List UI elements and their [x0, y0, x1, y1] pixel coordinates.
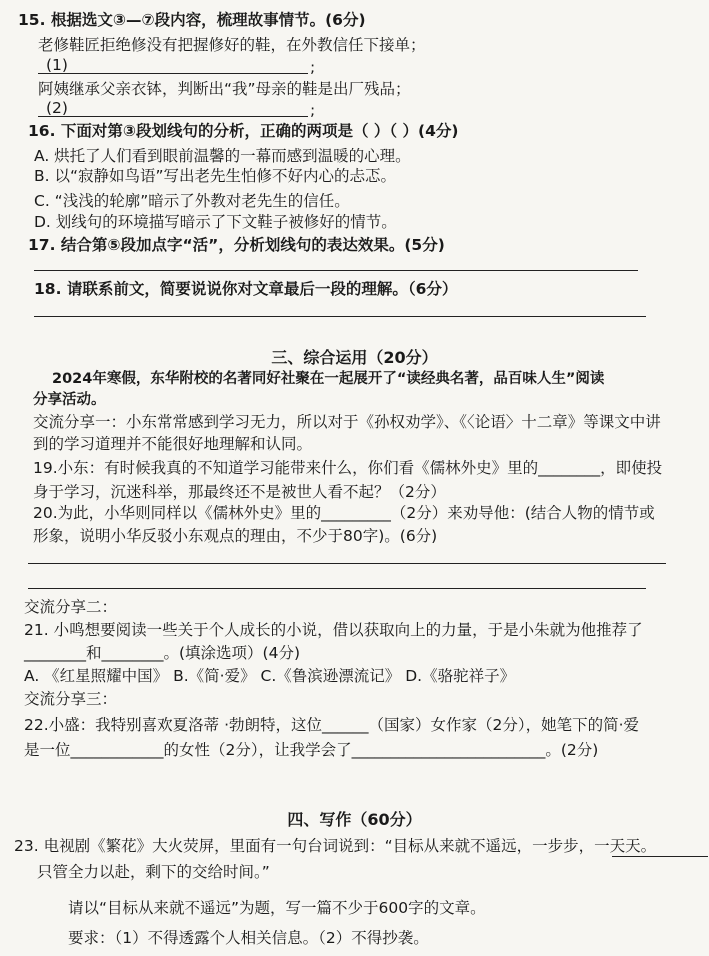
q23-line2: 只管全力以赴，剩下的交给时间。” — [37, 863, 270, 881]
q15-answer-line-2[interactable] — [38, 116, 308, 117]
q16-option-b: B. 以“寂静如鸟语”写出老先生怕修不好内心的忐忑。 — [34, 167, 397, 185]
q21-line1: 21. 小鸣想要阅读一些关于个人成长的小说，借以获取向上的力量，于是小朱就为他推荐了 — [24, 621, 643, 639]
q17-stem: 17. 结合第⑤段加点字“活”，分析划线句的表达效果。(5分) — [28, 236, 445, 254]
q15-stem: 15. 根据选文③—⑦段内容，梳理故事情节。(6分) — [18, 11, 366, 29]
q15-answer-line-1[interactable] — [38, 73, 308, 74]
q15-line2: 阿姨继承父亲衣钵，判断出“我”母亲的鞋是出厂残品； — [38, 80, 411, 98]
section4-title: 四、写作（60分） — [287, 810, 422, 829]
section3-title: 三、综合运用（20分） — [271, 348, 438, 367]
q16-option-c: C. “浅浅的轮廓”暗示了外教对老先生的信任。 — [34, 192, 350, 210]
q15-blank1-label: (1) — [46, 56, 68, 74]
q15-blank2-end: ; — [310, 101, 316, 119]
q18-answer-line[interactable] — [34, 316, 646, 317]
q15-blank2-label: (2) — [46, 99, 68, 117]
share3-label: 交流分享三： — [24, 690, 118, 708]
share1-line1: 交流分享一：小东常常感到学习无力，所以对于《孙权劝学》、《〈论语〉十二章》等课文中讲 — [33, 413, 661, 431]
q23-underline — [612, 856, 708, 857]
share1-line2: 到的学习道理并不能很好地理解和认同。 — [33, 435, 313, 453]
q23-line3: 请以“目标从来就不遥远”为题，写一篇不少于600字的文章。 — [68, 899, 486, 917]
q23-line1: 23. 电视剧《繁花》大火荧屏，里面有一句台词说到：“目标从来就不遥远，一步步，一天天。 — [14, 837, 657, 855]
section3-intro-line2: 分享活动。 — [33, 392, 106, 408]
q17-answer-line[interactable] — [34, 270, 638, 271]
q21-line2: ________和________。(填涂选项）(4分) — [24, 644, 301, 662]
q19-line2: 身于学习，沉迷科举，那最终还不是被世人看不起？（2分） — [33, 483, 446, 501]
q15-line1: 老修鞋匠拒绝修没有把握修好的鞋，在外教信任下接单； — [38, 36, 426, 54]
q16-option-a: A. 烘托了人们看到眼前温馨的一幕而感到温暖的心理。 — [34, 147, 411, 165]
q22-line2: 是一位____________的女性（2分），让我学会了_________________________。(2分) — [24, 741, 599, 759]
q20-answer-line-1[interactable] — [28, 563, 666, 564]
q20-line2: 形象，说明小华反驳小东观点的理由，不少于80字)。(6分) — [33, 527, 438, 545]
section3-intro-line1: 2024年寒假，东华附校的名著同好社聚在一起展开了“读经典名著，品百味人生”阅读 — [52, 371, 605, 387]
q22-line1: 22.小盛：我特别喜欢夏洛蒂 ·勃朗特，这位______（国家）女作家（2分），她笔下的简·爱 — [24, 716, 640, 734]
q15-blank1-end: ; — [310, 58, 316, 76]
q19-line1: 19.小东：有时候我真的不知道学习能带来什么，你们看《儒林外史》里的________，即使投 — [33, 459, 663, 477]
q16-option-d: D. 划线句的环境描写暗示了下文鞋子被修好的情节。 — [34, 213, 397, 231]
q20-answer-line-2[interactable] — [28, 588, 646, 589]
share2-label: 交流分享二： — [24, 598, 118, 616]
q18-stem: 18. 请联系前文，简要说说你对文章最后一段的理解。（6分） — [34, 280, 458, 298]
q20-line1: 20.为此，小华则同样以《儒林外史》里的_________（2分）来劝导他：(结合人物的情节或 — [33, 504, 655, 522]
q21-options: A. 《红星照耀中国》 B.《简·爱》 C.《鲁滨逊漂流记》 D.《骆驼祥子》 — [24, 667, 516, 685]
q23-line4: 要求：（1）不得透露个人相关信息。（2）不得抄袭。 — [68, 929, 429, 947]
q16-stem: 16. 下面对第③段划线句的分析，正确的两项是（ ）（ ）(4分) — [28, 122, 459, 140]
